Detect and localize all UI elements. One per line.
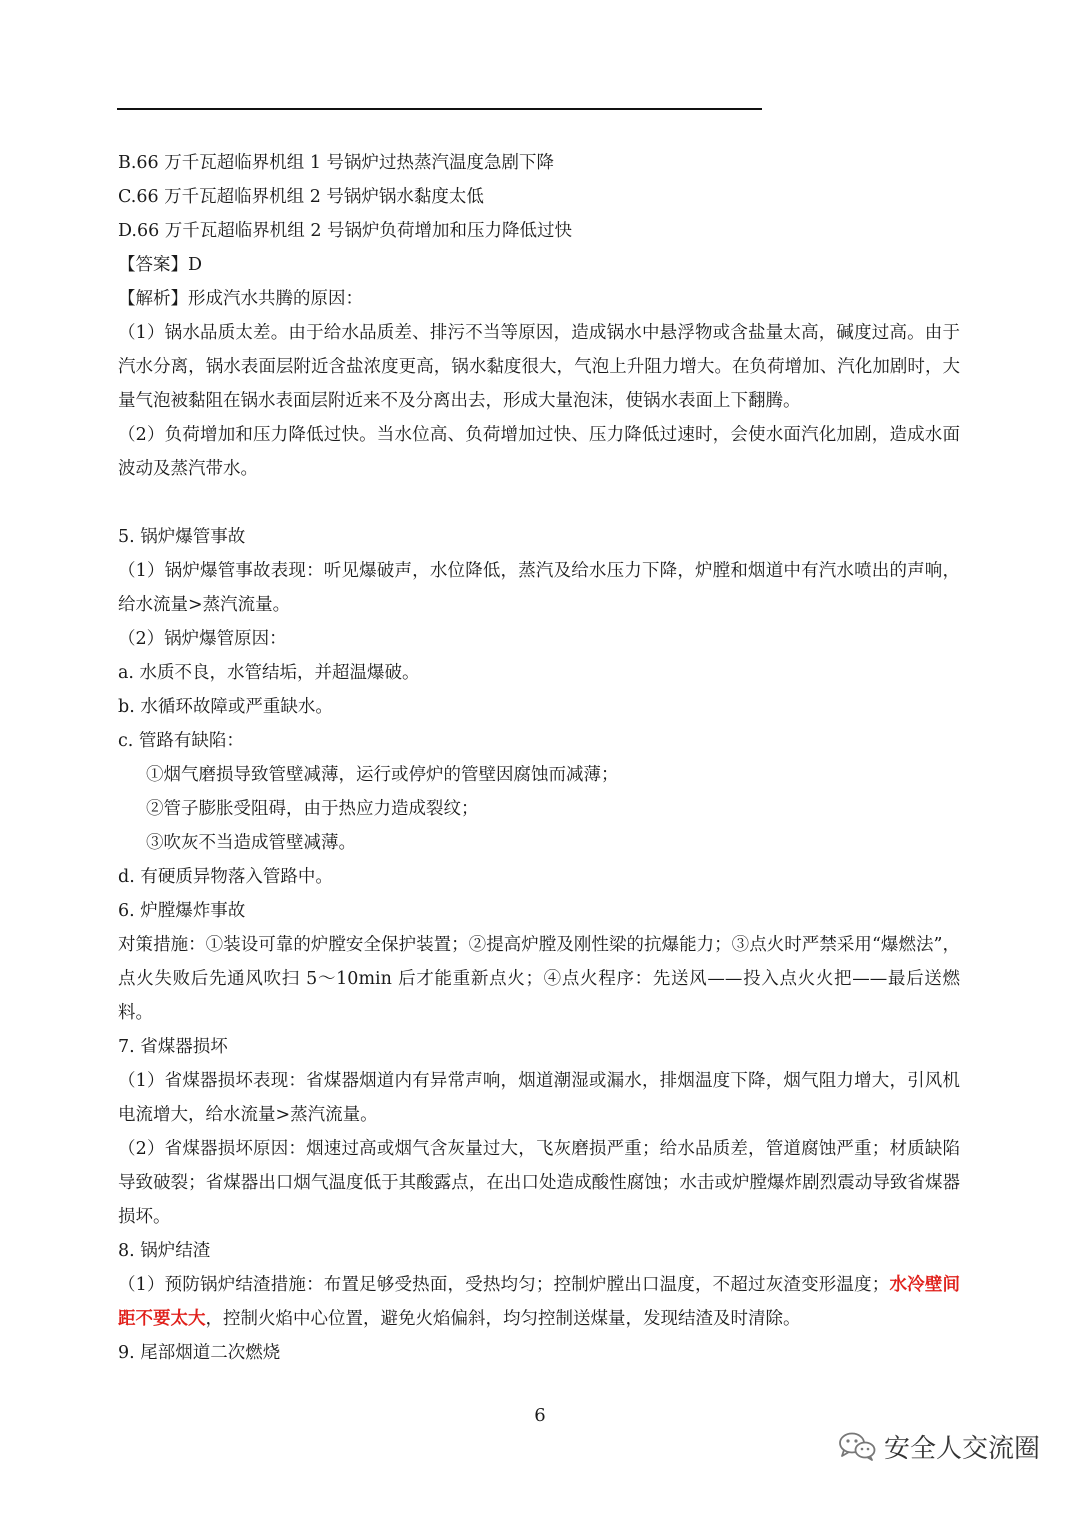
section-5-item-b: b. 水循环故障或严重缺水。 (118, 697, 333, 717)
section-5-item-d: d. 有硬质异物落入管路中。 (118, 867, 333, 887)
section-5-item-c3: ③吹灰不当造成管壁减薄。 (146, 833, 356, 853)
analysis-paragraph-2: （2）负荷增加和压力降低过快。当水位高、负荷增加过快、压力降低过速时，会使水面汽化加剧，造成水面波动及蒸汽带水。 (118, 425, 960, 479)
watermark (838, 1426, 1040, 1466)
section-8-text-before: （1）预防锅炉结渣措施：布置足够受热面，受热均匀；控制炉膛出口温度，不超过灰渣变形温度； (118, 1275, 890, 1295)
section-6-heading: 6. 炉膛爆炸事故 (118, 901, 246, 921)
page-content (118, 146, 960, 1370)
section-5-item-c1: ①烟气磨损导致管壁减薄，运行或停炉的管壁因腐蚀而减薄； (146, 765, 619, 785)
page-number: 6 (534, 1405, 546, 1426)
section-5-paragraph-2: （2）锅炉爆管原因： (118, 629, 287, 649)
section-5-item-c: c. 管路有缺陷： (118, 731, 244, 751)
section-8-heading: 8. 锅炉结渣 (118, 1241, 211, 1261)
section-7-paragraph-2: （2）省煤器损坏原因：烟速过高或烟气含灰量过大，飞灰磨损严重；给水品质差，管道腐蚀严重；材质缺陷导致破裂；省煤器出口烟气温度低于其酸露点，在出口处造成酸性腐蚀；水击或炉膛爆炸剧烈震动导致省煤器损坏。 (118, 1139, 960, 1227)
section-7-paragraph-1: （1）省煤器损坏表现：省煤器烟道内有异常声响，烟道潮湿或漏水，排烟温度下降，烟气阻力增大，引风机电流增大，给水流量>蒸汽流量。 (118, 1071, 960, 1125)
wechat-icon (838, 1431, 876, 1461)
section-gap (118, 486, 960, 520)
section-9-heading: 9. 尾部烟道二次燃烧 (118, 1343, 281, 1363)
section-8-highlight: 水冷壁间距不要太大 (118, 1275, 960, 1329)
section-8-text-after: ，控制火焰中心位置，避免火焰偏斜，均匀控制送煤量，发现结渣及时清除。 (205, 1309, 801, 1329)
option-b: B.66 万千瓦超临界机组 1 号锅炉过热蒸汽温度急剧下降 (118, 153, 555, 173)
analysis-paragraph-1: （1）锅水品质太差。由于给水品质差、排污不当等原因，造成锅水中悬浮物或含盐量太高，碱度过高。由于汽水分离，锅水表面层附近含盐浓度更高，锅水黏度很大，气泡上升阻力增大。在负荷增加、汽化加剧时，大量气泡被黏阻在锅水表面层附近来不及分离出去，形成大量泡沫，使锅水表面上下翻腾。 (118, 323, 960, 411)
section-6-paragraph-1: 对策措施：①装设可靠的炉膛安全保护装置；②提高炉膛及刚性梁的抗爆能力；③点火时严禁采用“爆燃法”，点火失败后先通风吹扫 5～10min 后才能重新点火；④点火程序：先送风——投入点火火把——最后送燃料。 (118, 935, 960, 1023)
section-5-item-a: a. 水质不良，水管结垢，并超温爆破。 (118, 663, 420, 683)
section-5-paragraph-1: （1）锅炉爆管事故表现：听见爆破声，水位降低，蒸汽及给水压力下降，炉膛和烟道中有汽水喷出的声响，给水流量>蒸汽流量。 (118, 561, 960, 615)
header-rule (117, 108, 762, 110)
section-5-heading: 5. 锅炉爆管事故 (118, 527, 246, 547)
section-8-paragraph-1 (118, 1268, 960, 1336)
section-5-item-c2: ②管子膨胀受阻碍，由于热应力造成裂纹； (146, 799, 479, 819)
watermark-text: 安全人交流圈 (884, 1433, 1041, 1464)
option-c: C.66 万千瓦超临界机组 2 号锅炉锅水黏度太低 (118, 187, 484, 207)
section-7-heading: 7. 省煤器损坏 (118, 1037, 228, 1057)
analysis-title: 【解析】形成汽水共腾的原因： (118, 289, 363, 309)
option-d: D.66 万千瓦超临界机组 2 号锅炉负荷增加和压力降低过快 (118, 221, 573, 241)
answer: 【答案】D (118, 255, 203, 275)
